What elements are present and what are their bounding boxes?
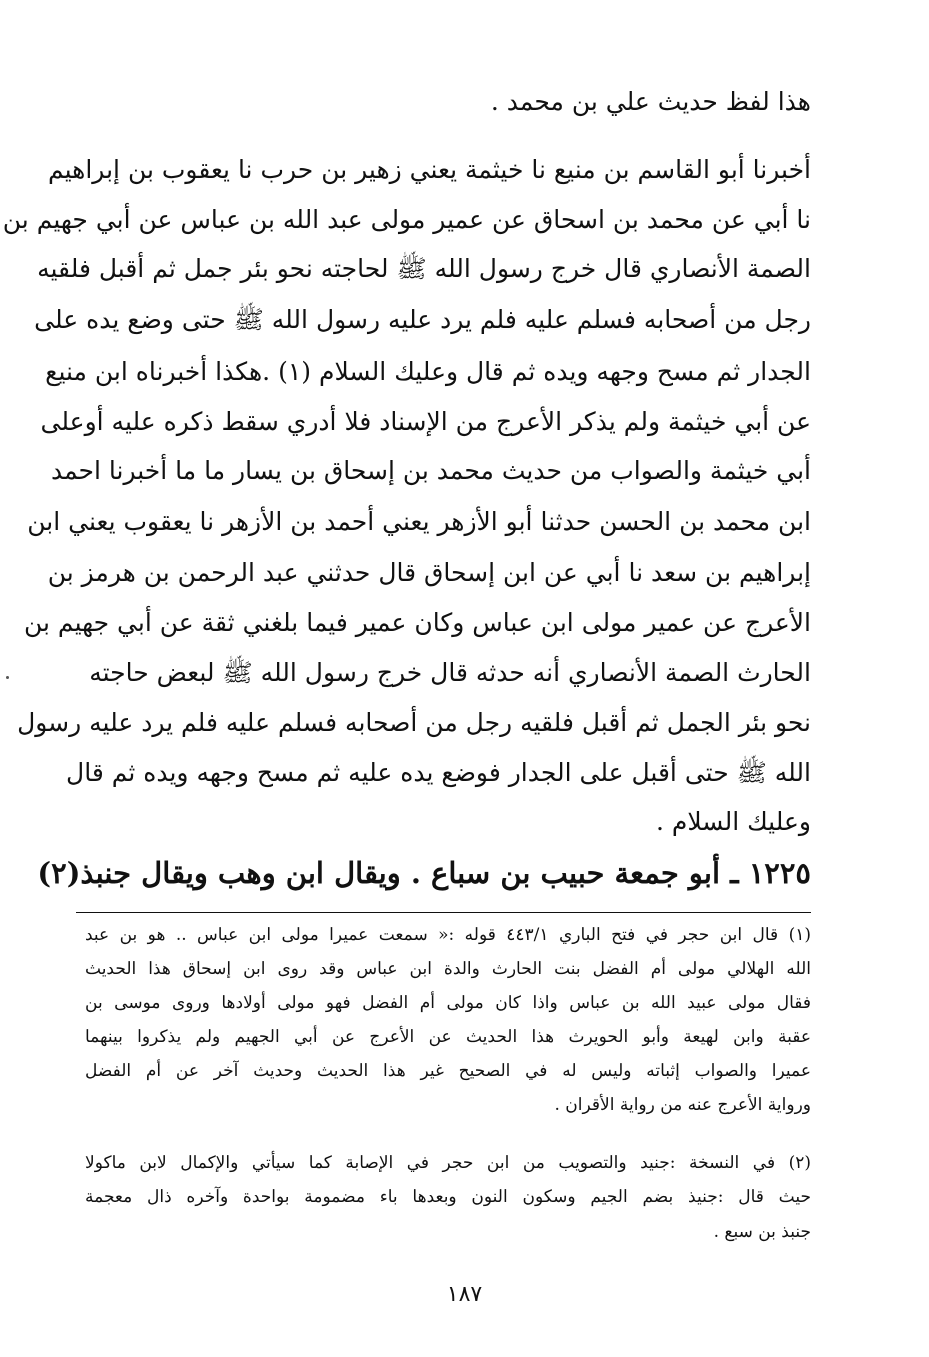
body-line-14: الله ﷺ حتى أقبل على الجدار فوضع يده عليه ثم مسح وجهه ويده ثم قال [66, 758, 811, 787]
footnote-line-9: جنبذ بن سبع . [713, 1222, 811, 1242]
body-line-7: عن أبي خيثمة ولم يذكر الأعرج من الإسناد فلا أدري سقط ذكره عليه أوعلى [40, 407, 811, 436]
body-line-15: وعليك السلام . [656, 807, 811, 836]
footnote-line-5: عميرا والصواب إثباته وليس له في الصحيح غير هذا الحديث وحديث آخر عن أم الفضل [85, 1061, 811, 1081]
footnote-line-4: عقبة وابن لهيعة وأبو الحويرث هذا الحديث عن الأعرج عن أبي الجهيم ولم يذكروا بينهما [85, 1027, 811, 1047]
body-line-13: نحو بئر الجمل ثم أقبل فلقيه رجل من أصحابه فسلم عليه فلم يرد عليه رسول [17, 708, 811, 737]
body-line-2: أخبرنا أبو القاسم بن منيع نا خيثمة يعني زهير بن حرب نا يعقوب بن إبراهيم [47, 155, 811, 184]
page-number: ١٨٧ [446, 1282, 483, 1307]
body-line-5: رجل من أصحابه فسلم عليه فلم يرد عليه رسول الله ﷺ حتى وضع يده على [34, 305, 811, 334]
footnote-line-1: (١) قال ابن حجر في فتح الباري ٤٤٣/١ قوله :« سمعت عميرا مولى ابن عباس .. هو بن عبد [85, 925, 811, 945]
footnote-line-7: (٢) في النسخة :جنيد والتصويب من ابن حجر في الإصابة كما سيأتي والإكمال لابن ماكولا [85, 1153, 811, 1173]
entry-heading: ١٢٢٥ ـ أبو جمعة حبيب بن سباع . ويقال ابن وهب ويقال جنبذ(٢) [37, 856, 811, 890]
body-line-9: ابن محمد بن الحسن حدثنا أبو الأزهر يعني أحمد بن الأزهر نا يعقوب يعني ابن [27, 507, 811, 536]
body-line-4: الصمة الأنصاري قال خرج رسول الله ﷺ لحاجته نحو بئر جمل ثم أقبل فلقيه [37, 254, 811, 283]
footnote-line-2: الله الهلالي مولى أم الفضل بنت الحارث والدة ابن عباس وقد روى ابن إسحاق هذا الحديث [85, 959, 811, 979]
body-line-3: نا أبي عن محمد بن اسحاق عن عمير مولى عبد الله بن عباس عن أبي جهيم بن [2, 205, 811, 234]
footnote-line-8: حيث قال :جنيذ بضم الجيم وسكون النون وبعدها باء مضمومة بواحدة وآخره ذال معجمة [85, 1187, 811, 1207]
body-line-10: إبراهيم بن سعد نا أبي عن ابن إسحاق قال حدثني عبد الرحمن بن هرمز بن [47, 558, 811, 587]
body-line-11: الأعرج عن عمير مولى ابن عباس وكان عمير فيما بلغني ثقة عن أبي جهيم بن [24, 608, 811, 637]
footnote-line-3: فقال مولى عبيد الله بن عباس واذا كان مولى أم الفضل فهو مولى أولادها وروى موسى بن [85, 993, 811, 1013]
body-line-6: الجدار ثم مسح وجهه ويده ثم قال وعليك السلام (١) .هكذا أخبرناه ابن منيع [45, 357, 811, 386]
body-line-8: أبي خيثمة والصواب من حديث محمد بن إسحاق بن يسار ما ما أخبرنا احمد [50, 456, 811, 485]
scan-dot [6, 676, 9, 679]
footnote-separator [76, 912, 811, 913]
footnote-line-6: ورواية الأعرج عنه من رواية الأقران . [554, 1095, 811, 1115]
body-line-12: الحارث الصمة الأنصاري أنه حدثه قال خرج رسول الله ﷺ لبعض حاجته [89, 658, 811, 687]
body-line-1: هذا لفظ حديث علي بن محمد . [490, 87, 811, 116]
